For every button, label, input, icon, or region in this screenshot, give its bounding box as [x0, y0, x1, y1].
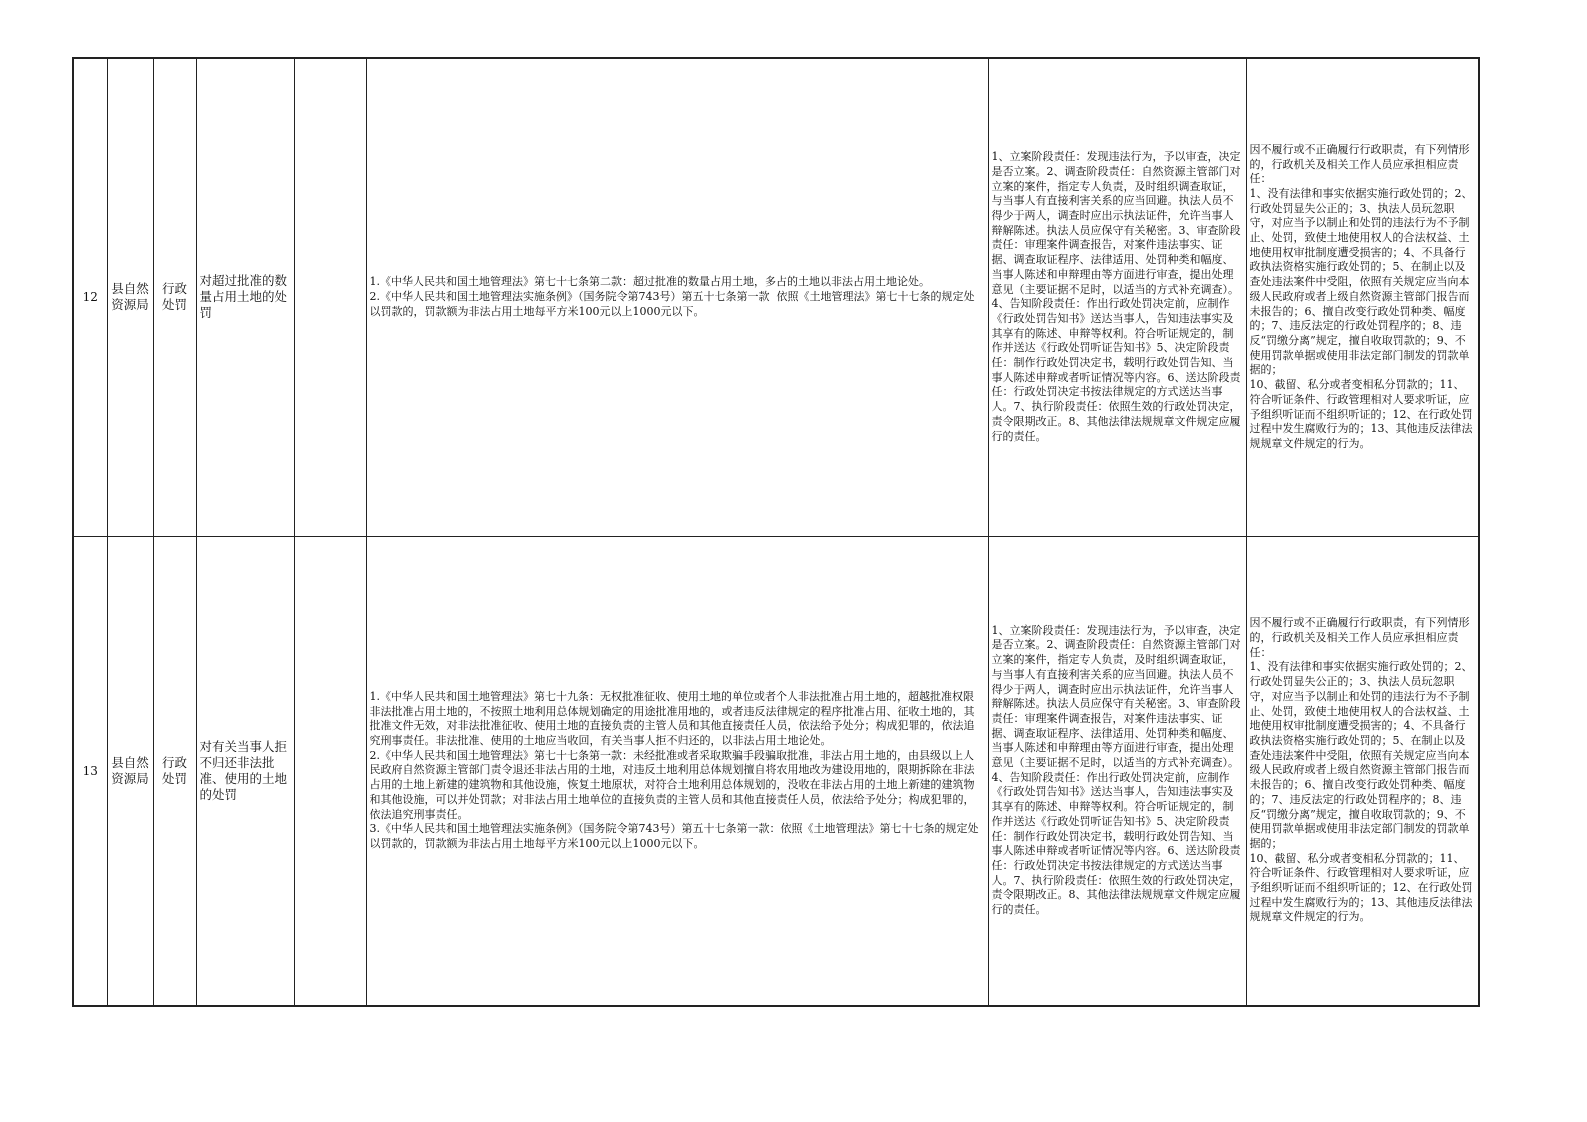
row-number: 13 [73, 536, 107, 1006]
department-cell: 县自然资源局 [107, 58, 153, 536]
accountability-cell: 因不履行或不正确履行行政职责，有下列情形的，行政机关及相关工作人员应承担相应责任： 1、没有法律和事实依据实施行政处罚的；2、行政处罚显失公正的；3、执法人员玩忽职守，对应当予以制止和处罚的违法行为不予制止、处罚，致使土地使用权人的合法权益、土地使用权审批制度遭受损害的；4、不具备行政执法资格实施行政处罚的；5、在制止以及查处违法案件中受阻，依照有关规定应当向本级人民政府或者上级自然资源主管部门报告而未报告的；6、擅自改变行政处罚种类、幅度的；7、违反法定的行政处罚程序的；8、违反“罚缴分离”规定，擅自收取罚款的；9、不使用罚款单据或使用非法定部门制发的罚款单据的； 10、截留、私分或者变相私分罚款的；11、符合听证条件、行政管理相对人要求听证，应予组织听证而不组织听证的；12、在行政处罚过程中发生腐败行为的；13、其他违反法律法规规章文件规定的行为。 [1246, 58, 1479, 536]
table-row [73, 58, 1479, 536]
legal-basis-cell: 1.《中华人民共和国土地管理法》第七十九条：无权批准征收、使用土地的单位或者个人非法批准占用土地的，超越批准权限非法批准占用土地的，不按照土地利用总体规划确定的用途批准用地的，或者违反法律规定的程序批准占用、征收土地的，其批准文件无效，对非法批准征收、使用土地的直接负责的主管人员和其他直接责任人员，依法给予处分；构成犯罪的，依法追究刑事责任。非法批准、使用的土地应当收回，有关当事人拒不归还的，以非法占用土地论处。 2.《中华人民共和国土地管理法》第七十七条第一款：未经批准或者采取欺骗手段骗取批准，非法占用土地的，由县级以上人民政府自然资源主管部门责令退还非法占用的土地，对违反土地利用总体规划擅自将农用地改为建设用地的，限期拆除在非法占用的土地上新建的建筑物和其他设施，恢复土地原状，对符合土地利用总体规划的，没收在非法占用的土地上新建的建筑物和其他设施，可以并处罚款；对非法占用土地单位的直接负责的主管人员和其他直接责任人员，依法给予处分；构成犯罪的，依法追究刑事责任。 3.《中华人民共和国土地管理法实施条例》（国务院令第743号）第五十七条第一款：依照《土地管理法》第七十七条的规定处以罚款的，罚款额为非法占用土地每平方米100元以上1000元以下。 [366, 536, 988, 1006]
department-cell: 县自然资源局 [107, 536, 153, 1006]
item-name-cell: 对有关当事人拒不归还非法批准、使用的土地的处罚 [196, 536, 294, 1006]
accountability-cell: 因不履行或不正确履行行政职责，有下列情形的，行政机关及相关工作人员应承担相应责任： 1、没有法律和事实依据实施行政处罚的；2、行政处罚显失公正的；3、执法人员玩忽职守，对应当予以制止和处罚的违法行为不予制止、处罚，致使土地使用权人的合法权益、土地使用权审批制度遭受损害的；4、不具备行政执法资格实施行政处罚的；5、在制止以及查处违法案件中受阻，依照有关规定应当向本级人民政府或者上级自然资源主管部门报告而未报告的；6、擅自改变行政处罚种类、幅度的；7、违反法定的行政处罚程序的；8、违反“罚缴分离”规定，擅自收取罚款的；9、不使用罚款单据或使用非法定部门制发的罚款单据的； 10、截留、私分或者变相私分罚款的；11、符合听证条件、行政管理相对人要求听证，应予组织听证而不组织听证的；12、在行政处罚过程中发生腐败行为的；13、其他违反法律法规规章文件规定的行为。 [1246, 536, 1479, 1006]
legal-basis-cell: 1.《中华人民共和国土地管理法》第七十七条第二款：超过批准的数量占用土地，多占的土地以非法占用土地论处。 2.《中华人民共和国土地管理法实施条例》（国务院令第743号）第五十七条第一款 依照《土地管理法》第七十七条的规定处以罚款的，罚款额为非法占用土地每平方米100元以上1000元以下。 [366, 58, 988, 536]
row-number: 12 [73, 58, 107, 536]
power-type-cell: 行政处罚 [153, 58, 196, 536]
power-list-table [72, 57, 1480, 1007]
power-type-cell: 行政处罚 [153, 536, 196, 1006]
responsibility-cell: 1、立案阶段责任：发现违法行为，予以审查，决定是否立案。2、调查阶段责任：自然资源主管部门对立案的案件，指定专人负责，及时组织调查取证，与当事人有直接利害关系的应当回避。执法人员不得少于两人，调查时应出示执法证件，允许当事人辩解陈述。执法人员应保守有关秘密。3、审查阶段责任：审理案件调查报告，对案件违法事实、证据、调查取证程序、法律适用、处罚种类和幅度、当事人陈述和申辩理由等方面进行审查，提出处理意见（主要证据不足时，以适当的方式补充调查）。4、告知阶段责任：作出行政处罚决定前，应制作《行政处罚告知书》送达当事人，告知违法事实及其享有的陈述、申辩等权利。符合听证规定的，制作并送达《行政处罚听证告知书》5、决定阶段责任：制作行政处罚决定书，载明行政处罚告知、当事人陈述申辩或者听证情况等内容。6、送达阶段责任：行政处罚决定书按法律规定的方式送达当事人。7、执行阶段责任：依照生效的行政处罚决定，责令限期改正。8、其他法律法规规章文件规定应履行的责任。 [988, 58, 1246, 536]
item-name-cell: 对超过批准的数量占用土地的处罚 [196, 58, 294, 536]
sub-item-cell [294, 536, 366, 1006]
responsibility-cell: 1、立案阶段责任：发现违法行为，予以审查，决定是否立案。2、调查阶段责任：自然资源主管部门对立案的案件，指定专人负责，及时组织调查取证，与当事人有直接利害关系的应当回避。执法人员不得少于两人，调查时应出示执法证件，允许当事人辩解陈述。执法人员应保守有关秘密。3、审查阶段责任：审理案件调查报告，对案件违法事实、证据、调查取证程序、法律适用、处罚种类和幅度、当事人陈述和申辩理由等方面进行审查，提出处理意见（主要证据不足时，以适当的方式补充调查）。4、告知阶段责任：作出行政处罚决定前，应制作《行政处罚告知书》送达当事人，告知违法事实及其享有的陈述、申辩等权利。符合听证规定的，制作并送达《行政处罚听证告知书》5、决定阶段责任：制作行政处罚决定书，载明行政处罚告知、当事人陈述申辩或者听证情况等内容。6、送达阶段责任：行政处罚决定书按法律规定的方式送达当事人。7、执行阶段责任：依照生效的行政处罚决定，责令限期改正。8、其他法律法规规章文件规定应履行的责任。 [988, 536, 1246, 1006]
table-row [73, 536, 1479, 1006]
sub-item-cell [294, 58, 366, 536]
